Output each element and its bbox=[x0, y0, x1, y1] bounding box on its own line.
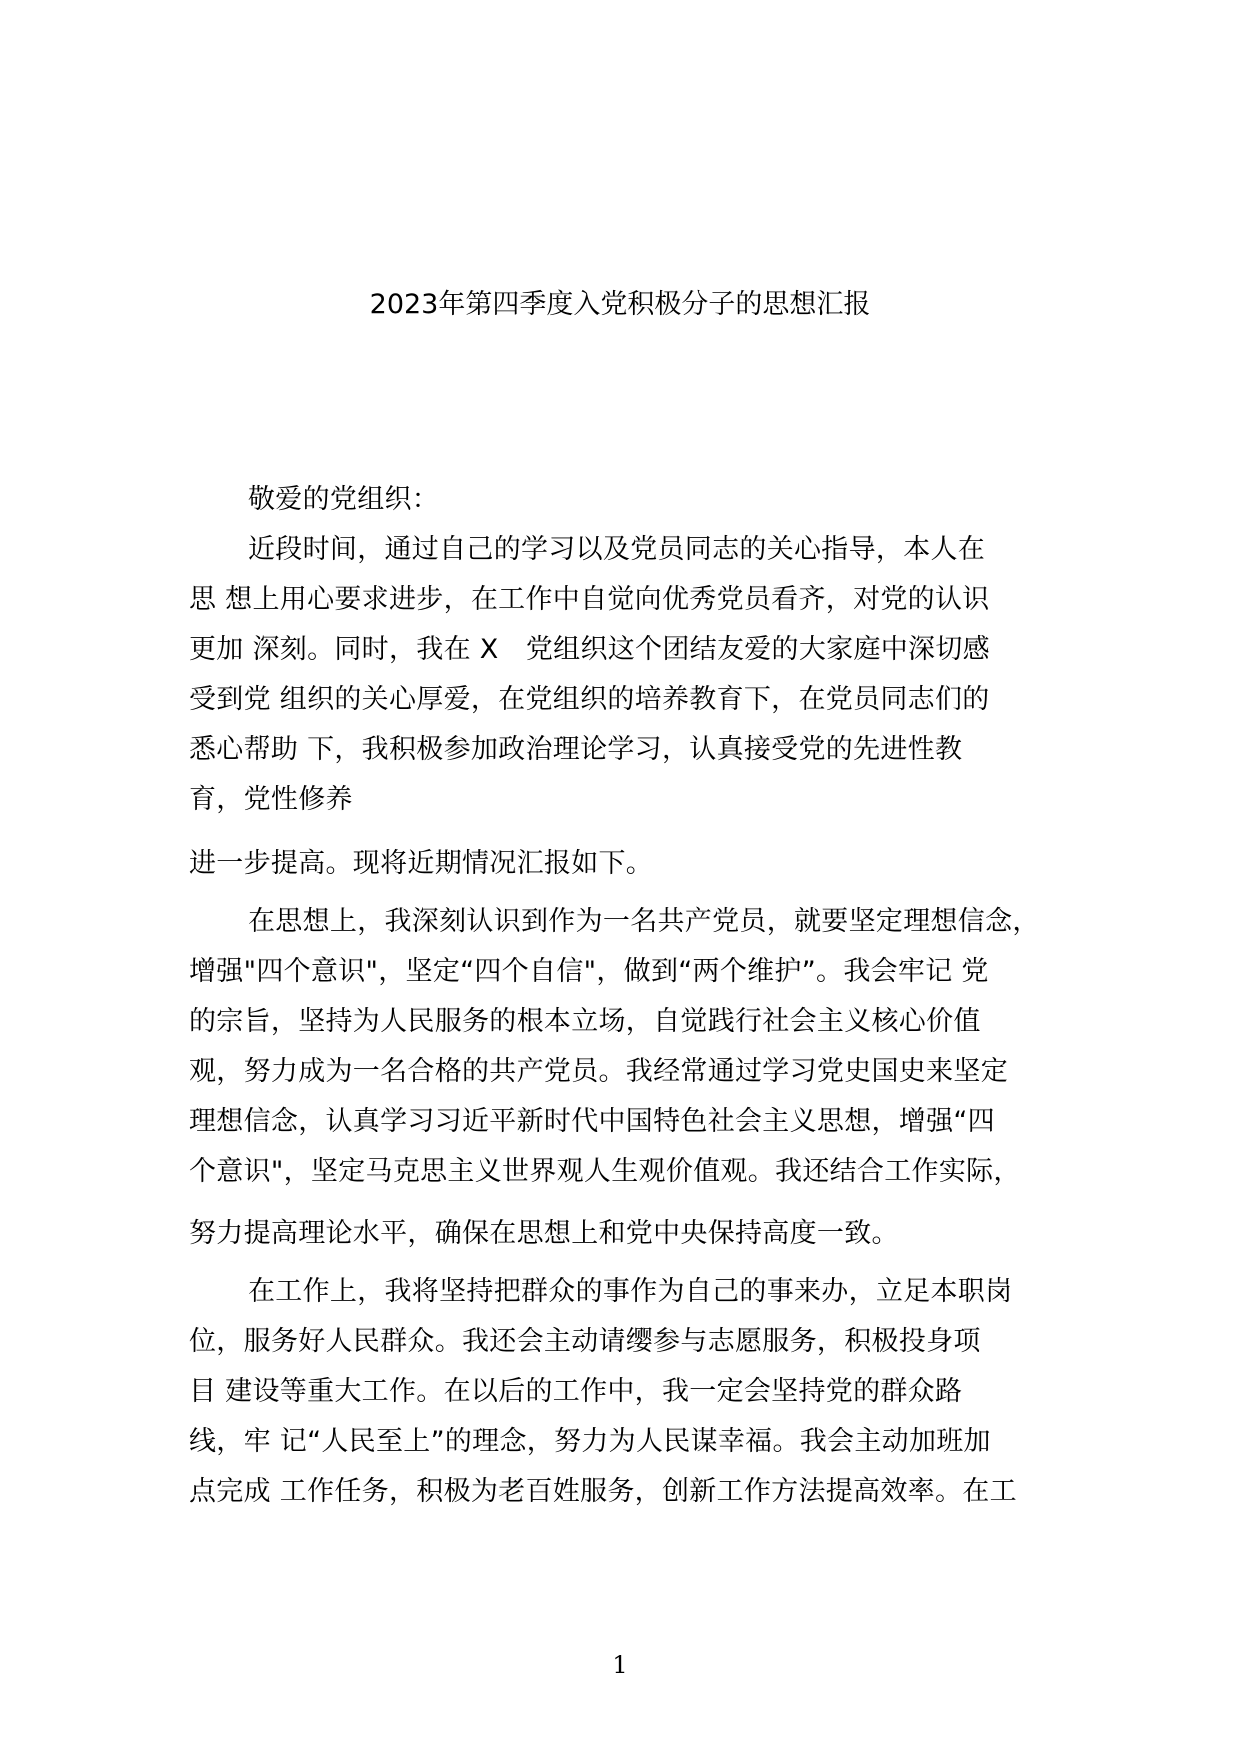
body-line: 育，党性修养 bbox=[189, 784, 353, 815]
body-line: 思 想上用心要求进步，在工作中自觉向优秀党员看齐，对党的认识 bbox=[189, 584, 990, 615]
body-line: 悉心帮助 下，我积极参加政治理论学习，认真接受党的先进性教 bbox=[189, 734, 963, 765]
body-line: 受到党 组织的关心厚爱，在党组织的培养教育下，在党员同志们的 bbox=[189, 684, 990, 715]
body-line: 在思想上，我深刻认识到作为一名共产党员，就要坚定理想信念， bbox=[248, 906, 1040, 937]
body-line: 努力提高理论水平，确保在思想上和党中央保持高度一致。 bbox=[189, 1218, 899, 1249]
salutation: 敬爱的党组织： bbox=[248, 484, 440, 515]
body-line: 位，服务好人民群众。我还会主动请缨参与志愿服务，积极投身项 bbox=[189, 1326, 981, 1357]
body-line: 更加 深刻。同时，我在 X 党组织这个团结友爱的大家庭中深切感 bbox=[189, 634, 990, 665]
body-line: 在工作上，我将坚持把群众的事作为自己的事来办，立足本职岗 bbox=[248, 1276, 1013, 1307]
body-line: 进一步提高。现将近期情况汇报如下。 bbox=[189, 848, 654, 879]
body-line: 的宗旨，坚持为人民服务的根本立场，自觉践行社会主义核心价值 bbox=[189, 1006, 981, 1037]
document-title: 2023年第四季度入党积极分子的思想汇报 bbox=[369, 289, 871, 320]
page-number: 1 bbox=[612, 1651, 628, 1679]
body-line: 观，努力成为一名合格的共产党员。我经常通过学习党史国史来坚定 bbox=[189, 1056, 1008, 1087]
body-line: 增强"四个意识"，坚定“四个自信"，做到“两个维护”。我会牢记 党 bbox=[189, 956, 989, 987]
body-line: 点完成 工作任务，积极为老百姓服务，创新工作方法提高效率。在工 bbox=[189, 1476, 1017, 1507]
body-line: 理想信念，认真学习习近平新时代中国特色社会主义思想，增强“四 bbox=[189, 1106, 995, 1137]
body-line: 目 建设等重大工作。在以后的工作中，我一定会坚持党的群众路 bbox=[189, 1376, 963, 1407]
body-line: 近段时间，通过自己的学习以及党员同志的关心指导，本人在 bbox=[248, 534, 986, 565]
body-line: 线，牢 记“人民至上”的理念，努力为人民谋幸福。我会主动加班加 bbox=[189, 1426, 991, 1457]
body-line: 个意识"，坚定马克思主义世界观人生观价值观。我还结合工作实际， bbox=[189, 1156, 1021, 1187]
